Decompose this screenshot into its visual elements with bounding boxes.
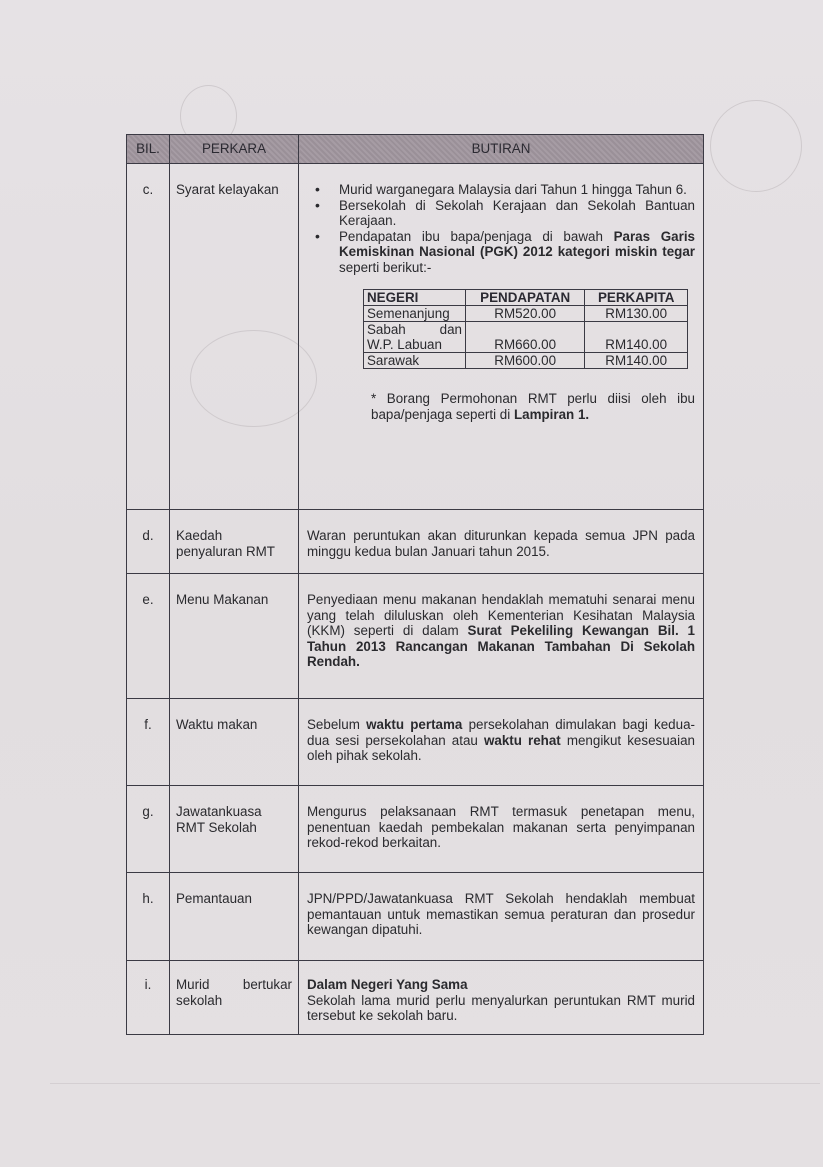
row-subject: Jawatankuasa RMT Sekolah [170,786,299,873]
table-row [127,699,704,786]
table-row [127,786,704,873]
income-header-pendapatan: PENDAPATAN [466,290,585,306]
table-row [127,574,704,699]
row-details [299,961,704,1035]
bleed-through-seal [710,100,802,192]
bleed-through-footer-line [50,1083,820,1084]
row-subject: Syarat kelayakan [170,164,299,510]
per-capita-value: RM140.00 [585,353,688,369]
row-details: JPN/PPD/Jawatankuasa RMT Sekolah hendaklah membuat pemantauan untuk memastikan semua peraturan dan prosedur kewangan dipatuhi. [299,873,704,961]
table-header-row [127,135,704,164]
income-row [364,322,688,353]
row-subject: Menu Makanan [170,574,299,699]
row-subject: Murid bertukar sekolah [170,961,299,1035]
list-item: • Bersekolah di Sekolah Kerajaan dan Sekolah Bantuan Kerajaan. [339,198,695,229]
state-name: Sabah dan W.P. Labuan [364,322,466,353]
row-number: c. [127,164,170,510]
row-number: f. [127,699,170,786]
table-row [127,510,704,574]
row-details: Mengurus pelaksanaan RMT termasuk penetapan menu, penentuan kaedah pembekalan makanan serta penyimpanan rekod-rekod berkaitan. [299,786,704,873]
row-details: Sebelum waktu pertama persekolahan dimulakan bagi kedua-dua sesi persekolahan atau waktu rehat mengikut kesesuaian oleh pihak sekolah. [299,699,704,786]
table-row [127,164,704,510]
per-capita-value: RM130.00 [585,306,688,322]
rmt-details-table [126,134,704,1035]
income-row [364,353,688,369]
application-form-note: * Borang Permohonan RMT perlu diisi oleh ibu bapa/penjaga seperti di Lampiran 1. [371,391,695,422]
header-bil: BIL. [127,135,170,164]
subsection-heading: Dalam Negeri Yang Sama [307,977,468,992]
row-subject: Kaedah penyaluran RMT [170,510,299,574]
income-header-perkapita: PERKAPITA [585,290,688,306]
list-item: • Murid warganegara Malaysia dari Tahun 1 hingga Tahun 6. [339,182,695,198]
row-details [299,164,704,510]
row-number: g. [127,786,170,873]
per-capita-value: RM140.00 [585,322,688,353]
row-details: Penyediaan menu makanan hendaklah mematuhi senarai menu yang telah diluluskan oleh Kementerian Kesihatan Malaysia (KKM) seperti di dalam Surat Pekeliling Kewangan Bil. 1 Tahun 2013 Rancangan Makanan Tambahan Di Sekolah Rendah. [299,574,704,699]
income-value: RM600.00 [466,353,585,369]
income-row [364,306,688,322]
row-number: i. [127,961,170,1035]
row-number: d. [127,510,170,574]
table-row [127,873,704,961]
income-header-row [364,290,688,306]
state-name: Semenanjung [364,306,466,322]
row-subject: Waktu makan [170,699,299,786]
income-value: RM520.00 [466,306,585,322]
state-name: Sarawak [364,353,466,369]
row-subject: Pemantauan [170,873,299,961]
eligibility-list [313,182,695,275]
header-butiran: BUTIRAN [299,135,704,164]
header-perkara: PERKARA [170,135,299,164]
income-value: RM660.00 [466,322,585,353]
row-number: e. [127,574,170,699]
table-row [127,961,704,1035]
row-details: Waran peruntukan akan diturunkan kepada semua JPN pada minggu kedua bulan Januari tahun 2015. [299,510,704,574]
row-number: h. [127,873,170,961]
list-item: • Pendapatan ibu bapa/penjaga di bawah Paras Garis Kemiskinan Nasional (PGK) 2012 kategori miskin tegar seperti berikut:- [339,229,695,276]
subsection-text: Sekolah lama murid perlu menyalurkan peruntukan RMT murid tersebut ke sekolah baru. [307,992,695,1023]
income-header-negeri: NEGERI [364,290,466,306]
income-threshold-table [363,289,688,369]
